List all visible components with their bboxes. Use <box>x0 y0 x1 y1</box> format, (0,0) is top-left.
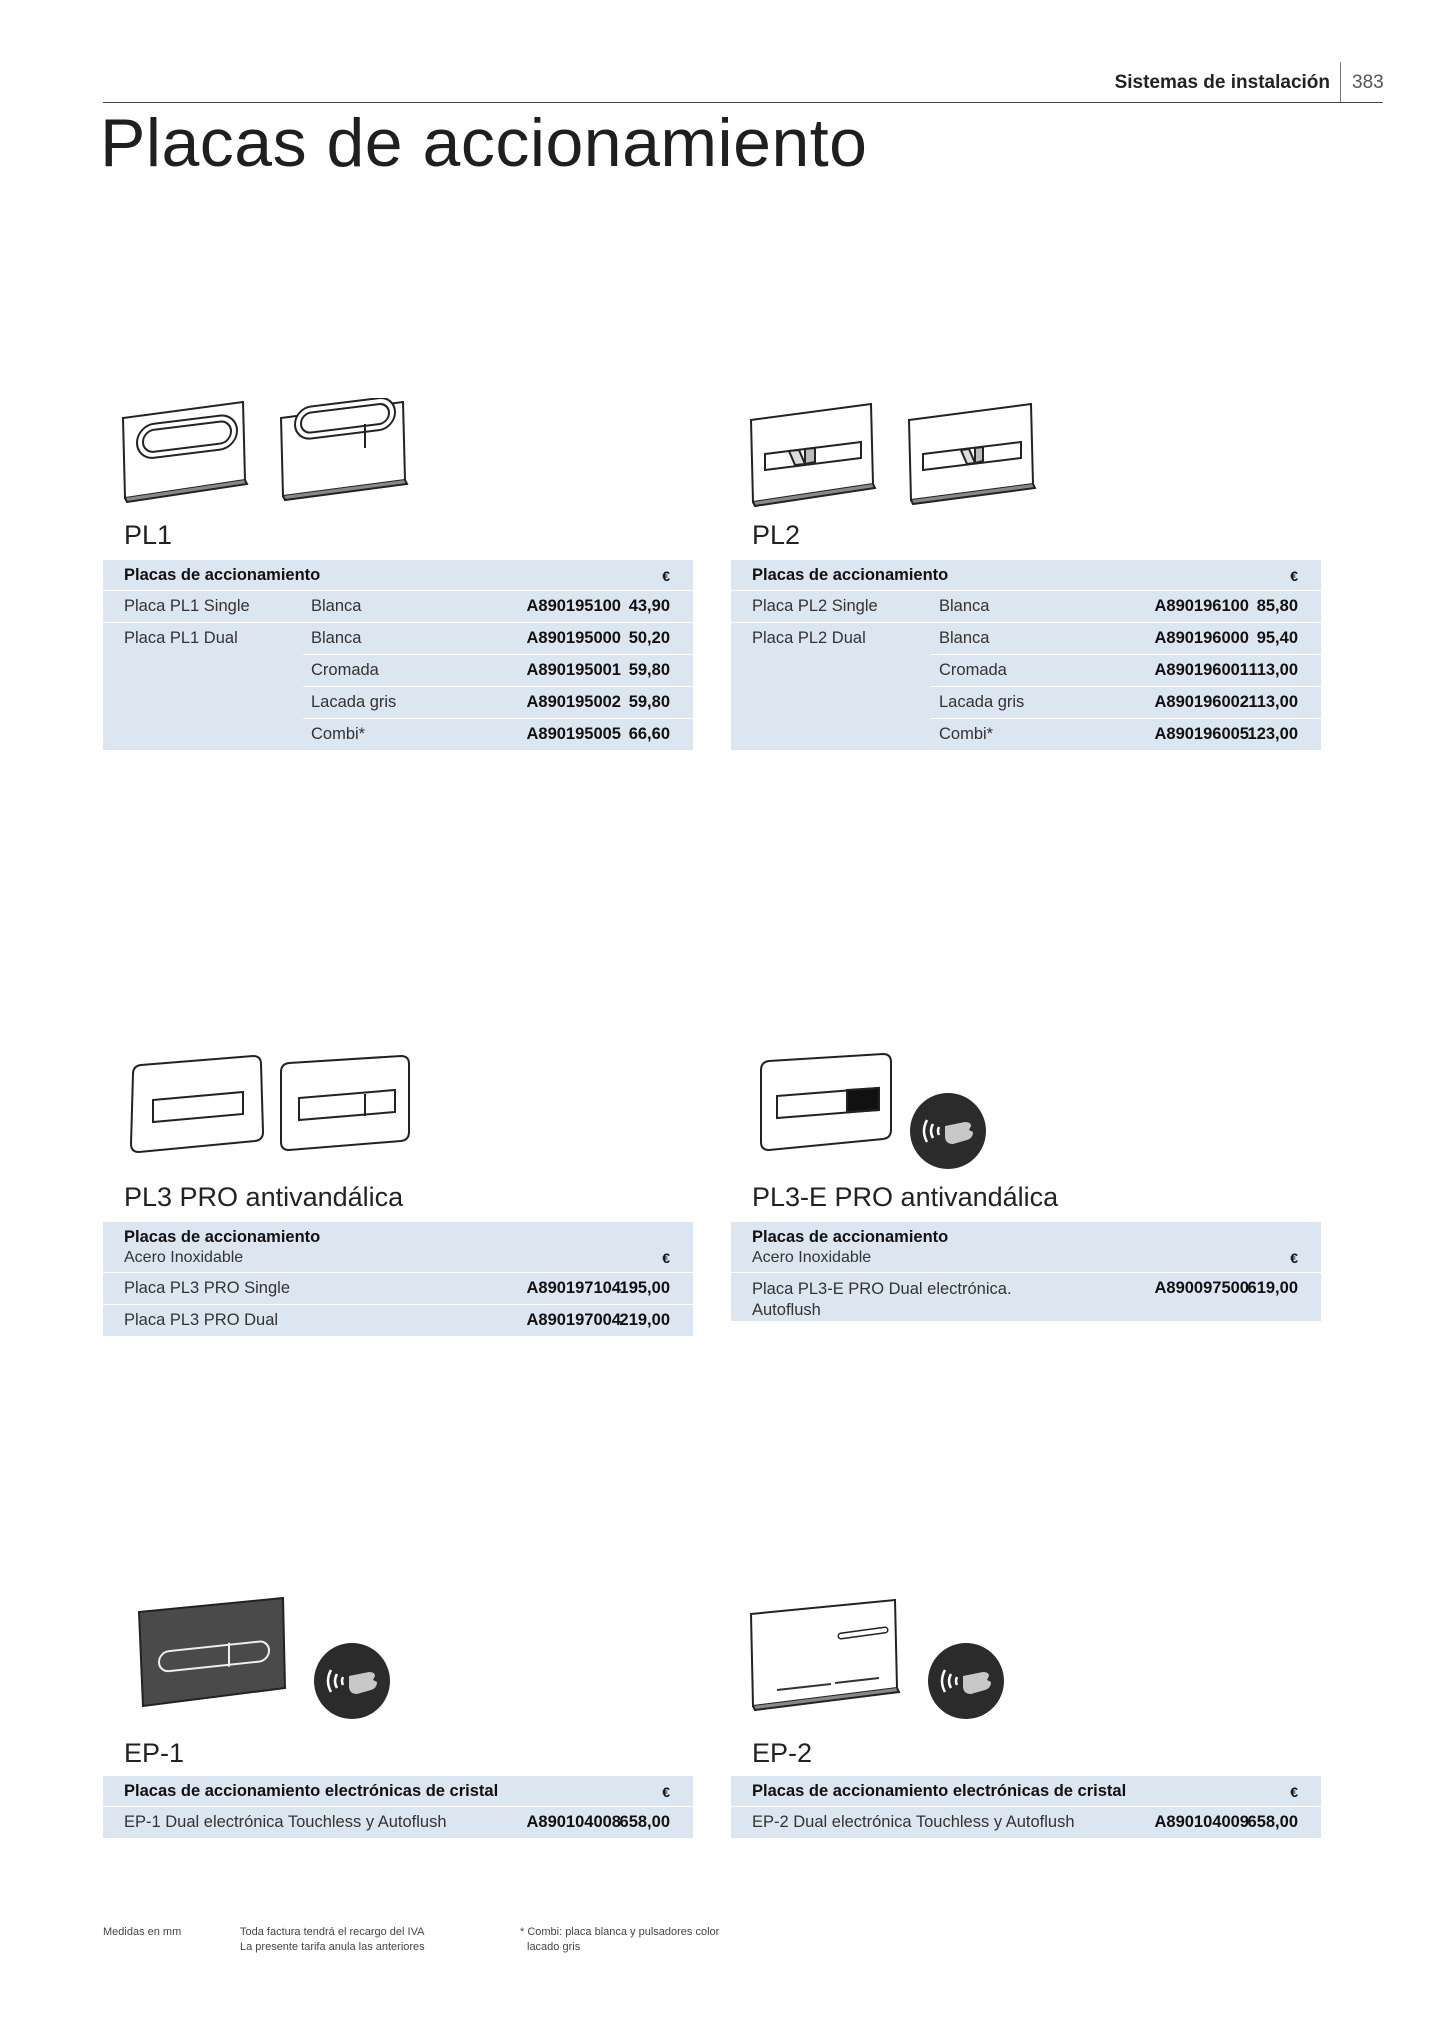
code-cell: A890104008 <box>526 1813 621 1831</box>
footer-vat-line: Toda factura tendrá el recargo del IVA <box>240 1926 425 1938</box>
code-cell: A890195005 <box>526 725 621 743</box>
code-cell: A890097500 <box>1154 1279 1249 1297</box>
table-title: Placas de accionamiento <box>124 1228 321 1246</box>
product-cell: Placa PL1 Single <box>124 597 250 615</box>
currency-label: € <box>1290 1250 1298 1266</box>
price-cell: 66,60 <box>628 725 670 743</box>
price-cell: 113,00 <box>1248 693 1298 711</box>
product-name: EP-1 <box>124 1738 185 1768</box>
price-cell: 59,80 <box>628 693 670 711</box>
table-row <box>103 654 693 686</box>
code-cell: A890195002 <box>526 693 621 711</box>
code-cell: A890196000 <box>1154 629 1249 647</box>
currency-label: € <box>662 1784 670 1800</box>
product-name: PL3 PRO antivandálica <box>124 1182 404 1212</box>
flush-plate-icon <box>103 1052 693 1172</box>
code-cell: A890195001 <box>526 661 621 679</box>
flush-plate-icon <box>103 398 693 518</box>
price-cell: 195,00 <box>619 1279 670 1297</box>
table-title: Placas de accionamiento <box>124 566 321 584</box>
price-cell: 59,80 <box>628 661 670 679</box>
price-cell: 85,80 <box>1256 597 1298 615</box>
table-row <box>731 622 1321 654</box>
footer-combi-line: lacado gris <box>527 1941 581 1953</box>
table-row <box>103 1272 693 1304</box>
header-divider <box>1340 62 1341 102</box>
code-cell: A890196001 <box>1154 661 1249 679</box>
product-name: PL1 <box>124 520 173 550</box>
code-cell: A890196005 <box>1154 725 1249 743</box>
price-cell: 658,00 <box>619 1813 670 1831</box>
finish-cell: Lacada gris <box>939 693 1025 711</box>
table-title: Placas de accionamiento <box>752 1228 949 1246</box>
table-row <box>103 622 693 654</box>
flush-plate-icon <box>731 400 1321 520</box>
footer-vat-line: La presente tarifa anula las anteriores <box>240 1941 425 1953</box>
finish-cell: Lacada gris <box>311 693 397 711</box>
header-rule <box>103 102 1383 103</box>
table-title: Placas de accionamiento <box>752 566 949 584</box>
currency-label: € <box>662 1250 670 1266</box>
table-row <box>731 686 1321 718</box>
section-title: Sistemas de instalación <box>1114 72 1330 93</box>
finish-cell: Combi* <box>311 725 366 743</box>
table-row <box>103 718 693 750</box>
product-cell: Placa PL3-E PRO Dual electrónica. Autoflush <box>752 1280 1012 1319</box>
currency-label: € <box>662 568 670 584</box>
price-cell: 95,40 <box>1256 629 1298 647</box>
price-table <box>731 1222 1321 1321</box>
product-cell: EP-2 Dual electrónica Touchless y Autoflush <box>752 1813 1075 1831</box>
page-number: 383 <box>1352 72 1384 93</box>
finish-cell: Cromada <box>939 661 1007 679</box>
finish-cell: Cromada <box>311 661 379 679</box>
touchless-hand-icon <box>313 1642 391 1720</box>
table-row <box>731 1272 1321 1321</box>
finish-cell: Blanca <box>311 629 362 647</box>
glass-plate-icon <box>731 1598 1321 1718</box>
table-row <box>731 1806 1321 1838</box>
footer-vat <box>240 1925 425 1955</box>
table-row <box>103 1806 693 1838</box>
product-cell: Placa PL2 Single <box>752 597 878 615</box>
product-cell: EP-1 Dual electrónica Touchless y Autoflush <box>124 1813 447 1831</box>
footer-combi-line: * Combi: placa blanca y pulsadores color <box>520 1926 720 1938</box>
price-table <box>103 1776 693 1838</box>
price-cell: 50,20 <box>628 629 670 647</box>
table-row <box>103 686 693 718</box>
product-name: PL2 <box>752 520 801 550</box>
table-row <box>731 590 1321 622</box>
footer-measures-text: Medidas en mm <box>103 1926 182 1938</box>
code-cell: A890197004 <box>526 1311 621 1329</box>
price-table <box>103 1222 693 1336</box>
table-subtitle: Acero Inoxidable <box>124 1249 244 1266</box>
glass-plate-icon <box>103 1584 693 1714</box>
page-title: Placas de accionamiento <box>100 105 868 181</box>
product-name: EP-2 <box>752 1738 813 1768</box>
table-subtitle: Acero Inoxidable <box>752 1249 872 1266</box>
finish-cell: Blanca <box>311 597 362 615</box>
price-cell: 113,00 <box>1248 661 1298 679</box>
code-cell: A890196002 <box>1154 693 1249 711</box>
touchless-hand-icon <box>927 1642 1005 1720</box>
table-title: Placas de accionamiento electrónicas de cristal <box>752 1782 1127 1800</box>
price-cell: 123,00 <box>1247 725 1298 743</box>
table-row <box>103 590 693 622</box>
footer-measures <box>103 1925 181 1940</box>
finish-cell: Blanca <box>939 597 990 615</box>
price-table <box>103 560 693 750</box>
price-table <box>731 560 1321 750</box>
code-cell: A890104009 <box>1154 1813 1249 1831</box>
price-table <box>731 1776 1321 1838</box>
table-title: Placas de accionamiento electrónicas de cristal <box>124 1782 499 1800</box>
table-row <box>731 654 1321 686</box>
currency-label: € <box>1290 568 1298 584</box>
currency-label: € <box>1290 1784 1298 1800</box>
code-cell: A890195100 <box>526 597 621 615</box>
product-cell: Placa PL2 Dual <box>752 629 866 647</box>
product-cell: Placa PL3 PRO Single <box>124 1279 291 1297</box>
price-cell: 43,90 <box>628 597 670 615</box>
price-cell: 219,00 <box>619 1311 670 1329</box>
table-row <box>731 718 1321 750</box>
code-cell: A890196100 <box>1154 597 1249 615</box>
code-cell: A890195000 <box>526 629 621 647</box>
product-name: PL3-E PRO antivandálica <box>752 1182 1059 1212</box>
footer-combi-note <box>520 1925 719 1955</box>
price-cell: 658,00 <box>1247 1813 1298 1831</box>
finish-cell: Combi* <box>939 725 994 743</box>
finish-cell: Blanca <box>939 629 990 647</box>
table-row <box>103 1304 693 1336</box>
flush-plate-icon <box>731 1050 1321 1170</box>
code-cell: A890197104 <box>526 1279 621 1297</box>
product-cell: Placa PL1 Dual <box>124 629 238 647</box>
product-cell: Placa PL3 PRO Dual <box>124 1311 279 1329</box>
touchless-hand-icon <box>909 1092 987 1170</box>
price-cell: 619,00 <box>1247 1279 1298 1297</box>
